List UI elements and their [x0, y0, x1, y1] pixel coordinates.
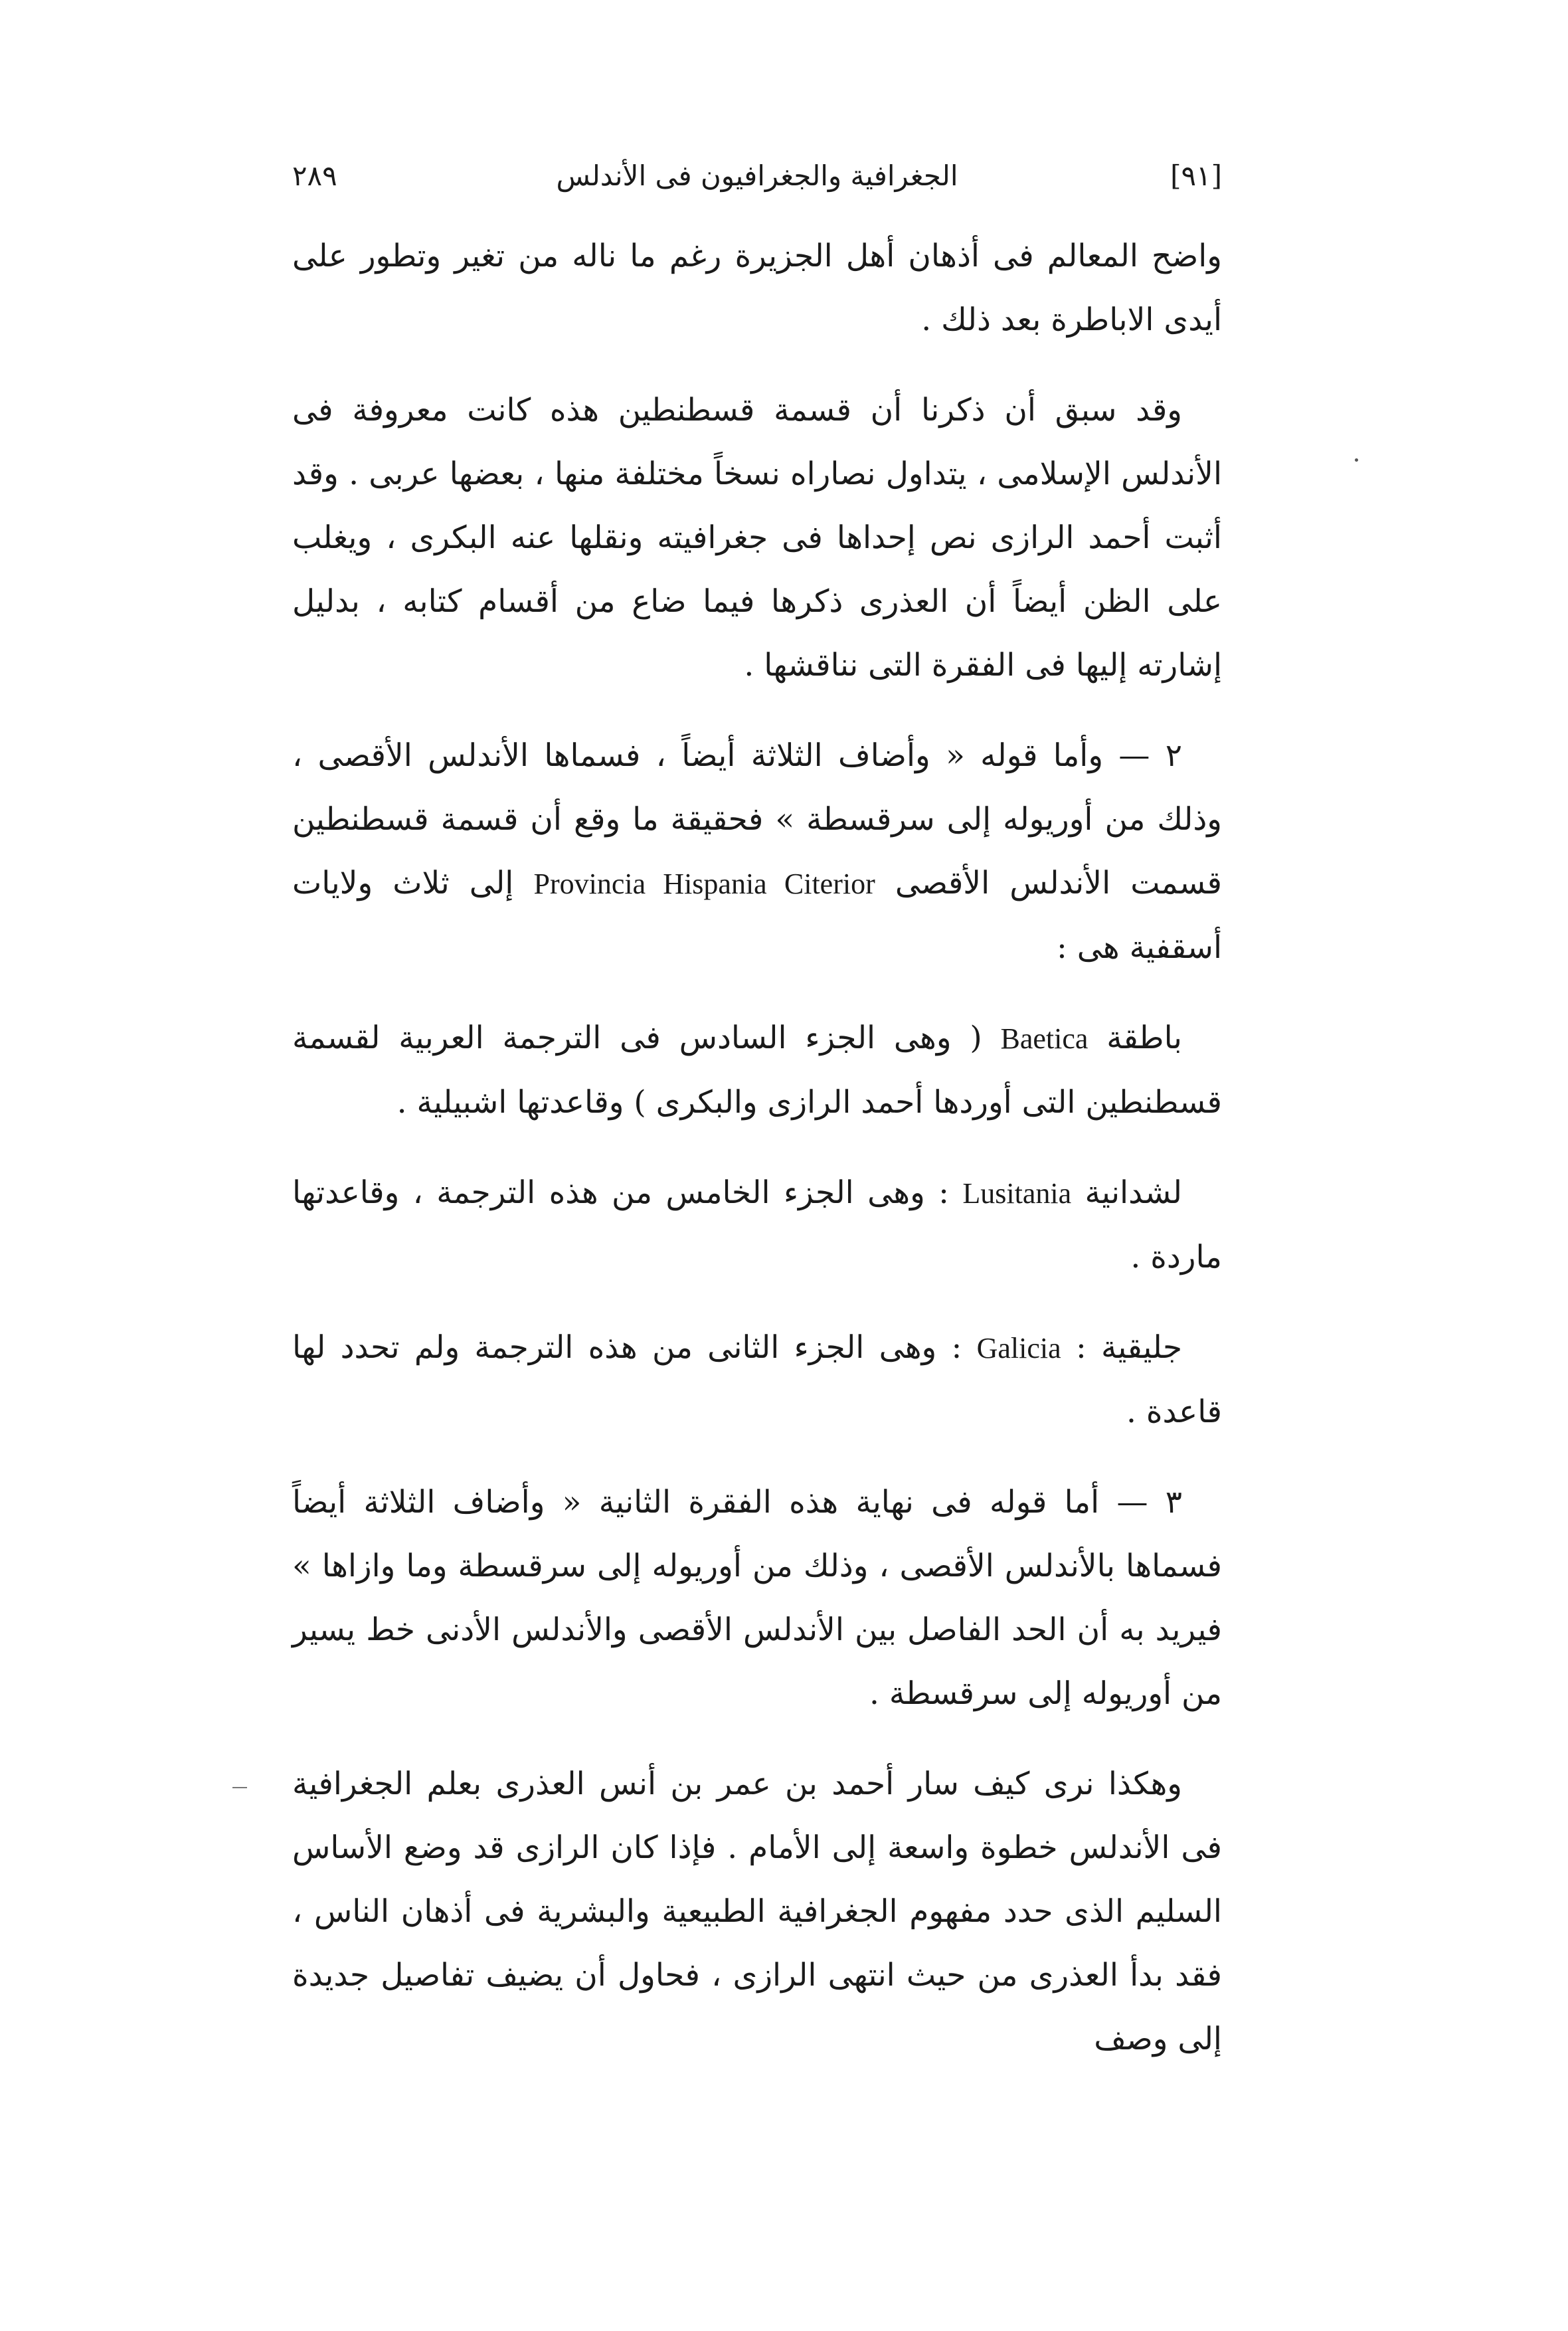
paragraph-7 [292, 1471, 1222, 1726]
paragraph-5-latin-term: Lusitania [962, 1177, 1072, 1210]
paragraph-2-text: وقد سبق أن ذكرنا أن قسمة قسطنطين هذه كانت معروفة فى الأندلس الإسلامى ، يتداول نصاراه نسخاً مختلفة منها ، بعضها عربى . وقد أثبت أحمد الرازى نص إحداها فى جغرافيته ونقلها عنه البكرى ، ويغلب على الظن أيضاً أن العذرى ذكرها فيما ضاع من أقسام كتابه ، بدليل إشارته إليها فى الفقرة التى نناقشها . [292, 392, 1222, 684]
paragraph-5 [292, 1161, 1222, 1289]
running-title: الجغرافية والجغرافيون فى الأندلس [556, 159, 958, 192]
paragraph-4-latin-term: Baetica [1000, 1022, 1089, 1055]
paragraph-6-text-before: جليقية : [1061, 1329, 1182, 1366]
running-head [292, 153, 1222, 199]
scan-speck [1355, 458, 1358, 462]
paragraph-4-text-after: ( وهى الجزء السادس فى الترجمة العربية لقسمة قسطنطين التى أوردها أحمد الرازى والبكرى ) وقاعدتها اشبيلية . [292, 1020, 1222, 1121]
paragraph-1 [292, 225, 1222, 352]
paragraph-5-text-after: : وهى الجزء الخامس من هذه الترجمة ، وقاعدتها ماردة . [292, 1174, 1222, 1275]
paragraph-4-text-before: باطقة [1088, 1020, 1182, 1056]
paragraph-8 [292, 1752, 1222, 2071]
paragraph-6 [292, 1316, 1222, 1444]
paragraph-6-latin-term: Galicia [976, 1332, 1061, 1364]
paragraph-5-text-before: لشدانية [1071, 1174, 1183, 1211]
page-content [292, 153, 1222, 2057]
page-number: ٢٨٩ [292, 159, 337, 192]
paragraph-3-latin-term: Provincia Hispania Citerior [533, 868, 875, 900]
paragraph-2 [292, 379, 1222, 698]
paragraph-7-text: ٣ — أما قوله فى نهاية هذه الفقرة الثانية « وأضاف الثلاثة أيضاً فسماها بالأندلس الأقصى ، وذلك من أوريوله إلى سرقسطة وما وازاها » فيريد به أن الحد الفاصل بين الأندلس الأقصى والأندلس الأدنى خط يسير من أوريوله إلى سرقسطة . [292, 1484, 1222, 1712]
paragraph-6-text-after: : وهى الجزء الثانى من هذه الترجمة ولم تحدد لها قاعدة . [292, 1329, 1222, 1430]
paragraph-3 [292, 724, 1222, 980]
paragraph-3-text-before: ٢ — وأما قوله « وأضاف الثلاثة أيضاً ، فسماها الأندلس الأقصى ، وذلك من أوريوله إلى سرقسطة » فحقيقة ما وقع أن قسمة قسطنطين قسمت الأندلس الأقصى [292, 737, 1222, 901]
paragraph-4 [292, 1006, 1222, 1135]
body-text [292, 225, 1222, 2071]
paragraph-1-text: واضح المعالم فى أذهان أهل الجزيرة رغم ما ناله من تغير وتطور على أيدى الاباطرة بعد ذلك . [292, 238, 1222, 338]
section-number: [٩١] [1170, 159, 1222, 192]
paragraph-8-text: وهكذا نرى كيف سار أحمد بن عمر بن أنس العذرى بعلم الجغرافية فى الأندلس خطوة واسعة إلى الأمام . فإذا كان الرازى قد وضع الأساس السليم الذى حدد مفهوم الجغرافية الطبيعية والبشرية فى أذهان الناس ، فقد بدأ العذرى من حيث انتهى الرازى ، فحاول أن يضيف تفاصيل جديدة إلى وصف [292, 1766, 1222, 2057]
paragraph-3-text-after: إلى ثلاث ولايات أسقفية هى : [292, 865, 1222, 966]
scan-edge-mark [232, 1787, 247, 1788]
